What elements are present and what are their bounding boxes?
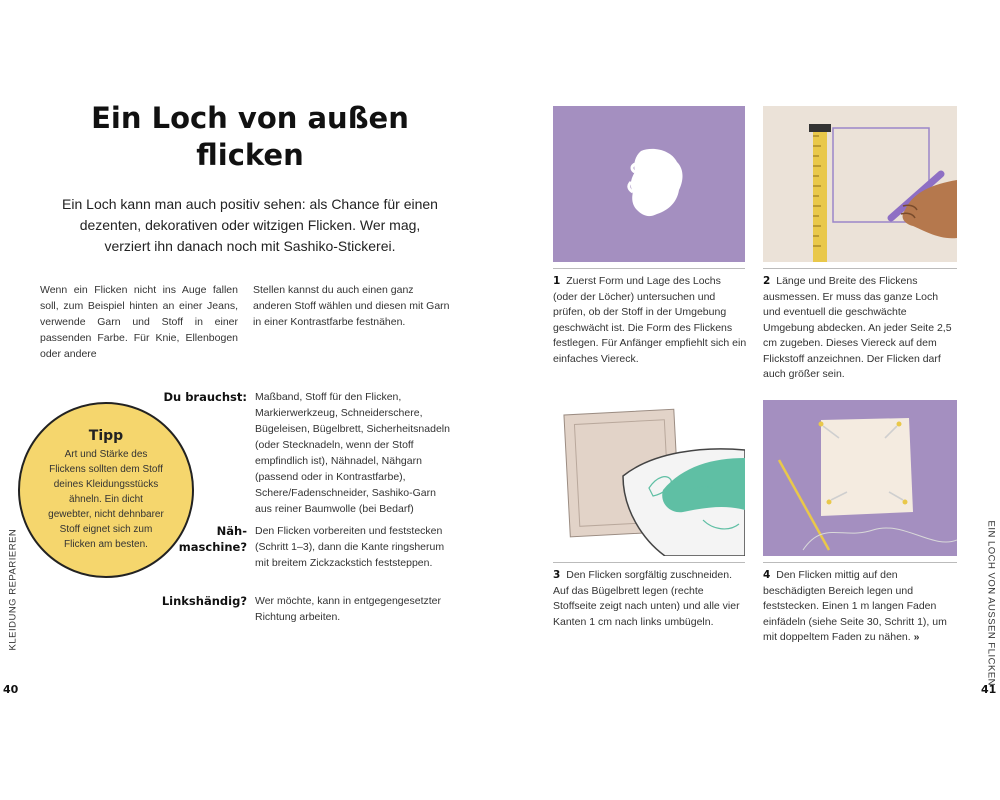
page-number-right: 41 xyxy=(981,683,997,696)
step-description: Den Flicken sorgfältig zuschneiden. Auf das Bügelbrett legen (rechte Stoffseite zeigt nach unten) und alle vier Kanten 1 cm nach links umbügeln. xyxy=(553,569,740,628)
step-1-text xyxy=(553,274,747,367)
step-description: Länge und Breite des Flickens ausmessen. Er muss das ganze Loch und eventuell die geschwächte Umgebung abdecken. An jeder Seite 2,5 cm zugeben. Dieses Viereck auf dem Flickstoff anzeichnen. Der Flicken darf auch größer sein. xyxy=(763,275,952,380)
iron-icon xyxy=(553,400,745,556)
section-label-right: EIN LOCH VON AUSSEN FLICKEN xyxy=(985,520,997,687)
divider xyxy=(553,268,745,269)
intro-text: Ein Loch kann man auch positiv sehen: als Chance für einen dezenten, dekorativen oder witzigen Flicken. Wer mag, verziert ihn danach noch mit Sashiko-Stickerei. xyxy=(62,196,438,254)
hole-icon xyxy=(553,106,745,262)
step-4-text xyxy=(763,568,957,646)
step-1-illustration xyxy=(553,106,745,262)
section-label-left: KLEIDUNG REPARIEREN xyxy=(7,528,19,651)
tipp-body: Art und Stärke des Flickens sollten dem Stoff deines Kleidungsstücks ähneln. Ein dicht gewebter, nicht dehnbarer Stoff eignet sich zum Flicken am besten. xyxy=(48,449,164,550)
needs-text: Maßband, Stoff für den Flicken, Markierwerkzeug, Schneiderschere, Bügeleisen, Bügelbrett, Sicherheitsnadeln (oder Stecknadeln, wenn der Stoff empfindlich ist), Nähnadel, Nähgarn (passend oder in Kontrastfarbe), Schere/Fadenschneider, Sashiko-Garn aus reiner Baumwolle (bei Bedarf) xyxy=(255,391,450,515)
measuring-tape-icon xyxy=(763,106,957,262)
step-4-illustration xyxy=(763,400,957,556)
step-3-text xyxy=(553,568,747,630)
page-title: Ein Loch von außen flicken xyxy=(91,101,409,172)
step-description: Den Flicken mittig auf den beschädigten Bereich legen und feststecken. Einen 1 m langen Faden einfädeln (siehe Seite 30, Schritt 1), um mit doppeltem Faden zu nähen. xyxy=(763,569,947,643)
divider xyxy=(763,562,957,563)
lefthanded-text: Wer möchte, kann in entgegengesetzter Richtung arbeiten. xyxy=(255,595,442,623)
step-number: 2 xyxy=(763,275,771,287)
needs-label: Du brauchst: xyxy=(163,390,247,404)
tipp-title: Tipp xyxy=(88,428,124,444)
step-number: 3 xyxy=(553,569,561,581)
page-number-left: 40 xyxy=(3,683,19,696)
step-2-text xyxy=(763,274,957,383)
body-column-2: Stellen kannst du auch einen ganz anderen Stoff wählen und diesen mit Garn in einer Kontrastfarbe festnähen. xyxy=(253,284,450,328)
divider xyxy=(763,268,957,269)
step-number: 4 xyxy=(763,569,771,581)
step-3-illustration xyxy=(553,400,745,556)
step-number: 1 xyxy=(553,275,561,287)
divider xyxy=(553,562,745,563)
body-column-1: Wenn ein Flicken nicht ins Auge fallen soll, zum Beispiel hinten an einer Jeans, verwende Garn und Stoff in einer passenden Farbe. Für Knie, Ellenbogen oder andere xyxy=(40,284,238,360)
sewing-machine-text: Den Flicken vorbereiten und feststecken (Schritt 1–3), dann die Kante ringsherum mit breitem Zickzackstich feststeppen. xyxy=(255,525,445,569)
sewing-machine-label: Näh- maschine? xyxy=(178,524,247,554)
lefthanded-label: Linkshändig? xyxy=(161,594,247,608)
patch-pins-icon xyxy=(763,400,957,556)
continue-arrow-icon: » xyxy=(913,631,920,643)
step-description: Zuerst Form und Lage des Lochs (oder der Löcher) untersuchen und prüfen, ob der Stoff in der Umgebung geschwächt ist. Die Form des Flickens festlegen. Für Anfänger empfiehlt sich ein einfaches Viereck. xyxy=(553,275,747,365)
step-2-illustration xyxy=(763,106,957,262)
